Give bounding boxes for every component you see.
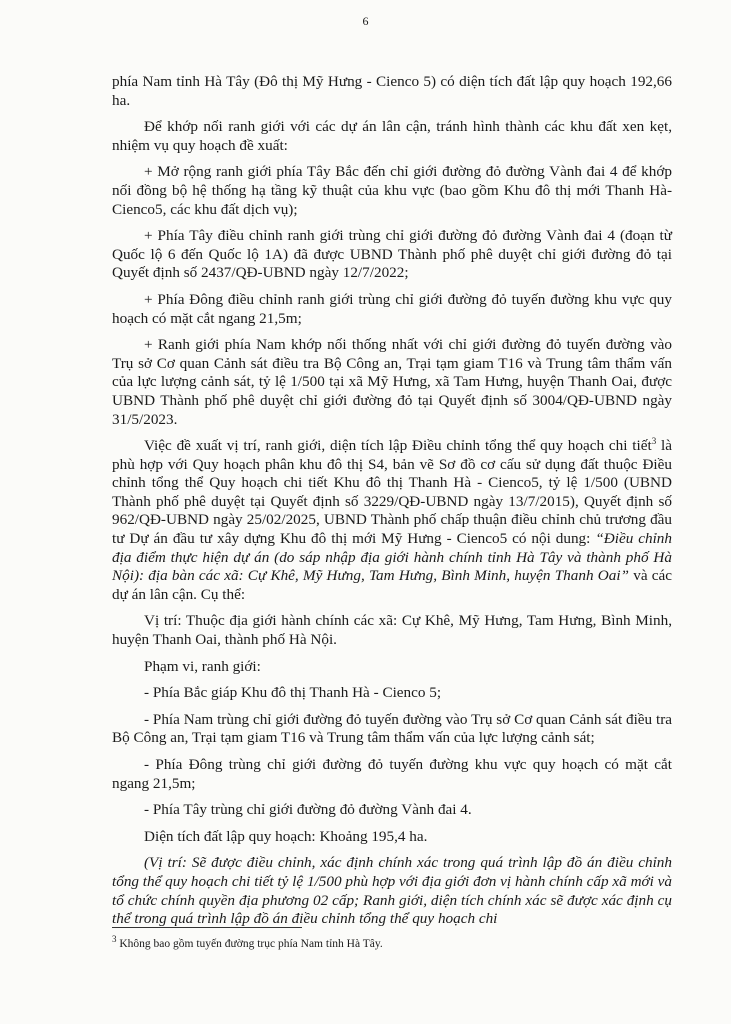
paragraph-south: - Phía Nam trùng chỉ giới đường đỏ tuyến đường vào Trụ sở Cơ quan Cảnh sát điều tra Bộ Công an, Trại tạm giam T16 và Trung tâm thẩm vấn của lực lượng cảnh sát; bbox=[112, 710, 672, 747]
footnote-divider bbox=[112, 927, 302, 928]
paragraph-item-northwest: + Mở rộng ranh giới phía Tây Bắc đến chỉ giới đường đỏ đường Vành đai 4 để khớp nối đồng bộ hệ thống hạ tầng kỹ thuật của khu vực (bao gồm Khu đô thị mới Thanh Hà-Cienco5, các khu đất dịch vụ); bbox=[112, 163, 672, 218]
paragraph-item-east: + Phía Đông điều chỉnh ranh giới trùng chỉ giới đường đỏ tuyến đường khu vực quy hoạch có mặt cắt ngang 21,5m; bbox=[112, 290, 672, 327]
paragraph-north: - Phía Bắc giáp Khu đô thị Thanh Hà - Cienco 5; bbox=[144, 684, 442, 702]
paragraph-main bbox=[112, 437, 672, 604]
main-text-part1: Việc đề xuất vị trí, ranh giới, diện tích lập Điều chỉnh tổng thể quy hoạch chi tiết bbox=[144, 437, 652, 455]
paragraph-item-west: + Phía Tây điều chỉnh ranh giới trùng chỉ giới đường đỏ đường Vành đai 4 (đoạn từ Quốc lộ 6 đến Quốc lộ 1A) đã được UBND Thành phố phê duyệt chỉ giới đường đỏ tại Quyết định số 2437/QĐ-UBND ngày 12/7/2022; bbox=[112, 227, 672, 282]
main-text-quote: “Điều chỉnh địa điểm thực hiện dự án (do sáp nhập địa giới hành chính tỉnh Hà Tây và thành phố Hà Nội): địa bàn các xã: Cự Khê, Mỹ Hưng, Tam Hưng, Bình Minh, huyện Thanh Oai” bbox=[112, 530, 672, 585]
paragraph-scope: Phạm vi, ranh giới: bbox=[144, 657, 261, 675]
body-text bbox=[112, 73, 672, 939]
paragraph-intro: Để khớp nối ranh giới với các dự án lân cận, tránh hình thành các khu đất xen kẹt, nhiệm vụ quy hoạch đề xuất: bbox=[112, 118, 672, 154]
paragraph-continuation: phía Nam tỉnh Hà Tây (Đô thị Mỹ Hưng - Cienco 5) có diện tích đất lập quy hoạch 192,66 ha. bbox=[112, 73, 672, 109]
paragraph-location: Vị trí: Thuộc địa giới hành chính các xã: Cự Khê, Mỹ Hưng, Tam Hưng, Bình Minh, huyện Thanh Oai, thành phố Hà Nội. bbox=[112, 612, 672, 649]
page-number: 6 bbox=[362, 14, 369, 28]
paragraph-item-south: + Ranh giới phía Nam khớp nối thống nhất với chỉ giới đường đỏ tuyến đường vào Trụ sở Cơ quan Cảnh sát điều tra Bộ Công an, Trại tạm giam T16 và Trung tâm thẩm vấn của lực lượng cảnh sát, tỷ lệ 1/500 tại xã Mỹ Hưng, xã Tam Hưng, huyện Thanh Oai, được UBND Thành phố phê duyệt chỉ giới đường đỏ tại Quyết định số 3004/QĐ-UBND ngày 31/5/2023. bbox=[112, 336, 672, 428]
paragraph-italic-note: (Vị trí: Sẽ được điều chỉnh, xác định chính xác trong quá trình lập đồ án điều chỉnh tổng thể quy hoạch chi tiết tỷ lệ 1/500 phù hợp với địa giới đơn vị hành chính cấp xã mới và tổ chức chính quyền địa phương 02 cấp; Ranh giới, diện tích chính xác sẽ được xác định cụ thể trong quá trình lập đồ án điều chỉnh tổng thể quy hoạch chi bbox=[112, 854, 672, 928]
paragraph-east: - Phía Đông trùng chỉ giới đường đỏ tuyến đường khu vực quy hoạch có mặt cắt ngang 21,5m; bbox=[112, 756, 672, 792]
paragraph-area: Diện tích đất lập quy hoạch: Khoảng 195,4 ha. bbox=[144, 827, 428, 845]
paragraph-west: - Phía Tây trùng chỉ giới đường đỏ đường Vành đai 4. bbox=[144, 801, 472, 819]
main-text-part2: là phù hợp với Quy hoạch phân khu đô thị S4, bản vẽ Sơ đồ cơ cấu sử dụng đất thuộc Điều chỉnh tổng thể Quy hoạch chi tiết Khu đô thị Thanh Hà - Cienco5, tỷ lệ 1/500 (UBND Thành phố phê duyệt tại Quyết định số 3229/QĐ-UBND ngày 13/7/2015), Quyết định số 962/QĐ-UBND ngày 25/02/2025, UBND Thành phố chấp thuận điều chỉnh chủ trương đầu tư Dự án đầu tư xây dựng Khu đô thị mới Mỹ Hưng - Cienco5 có nội dung: bbox=[112, 437, 672, 548]
footnote bbox=[112, 934, 672, 951]
footnote-mark: 3 bbox=[112, 934, 117, 945]
footnote-ref: 3 bbox=[651, 436, 657, 447]
footnote-text: Không bao gồm tuyến đường trục phía Nam tỉnh Hà Tây. bbox=[116, 938, 383, 950]
main-text-part3: và các dự án lân cận. Cụ thể: bbox=[112, 567, 672, 603]
